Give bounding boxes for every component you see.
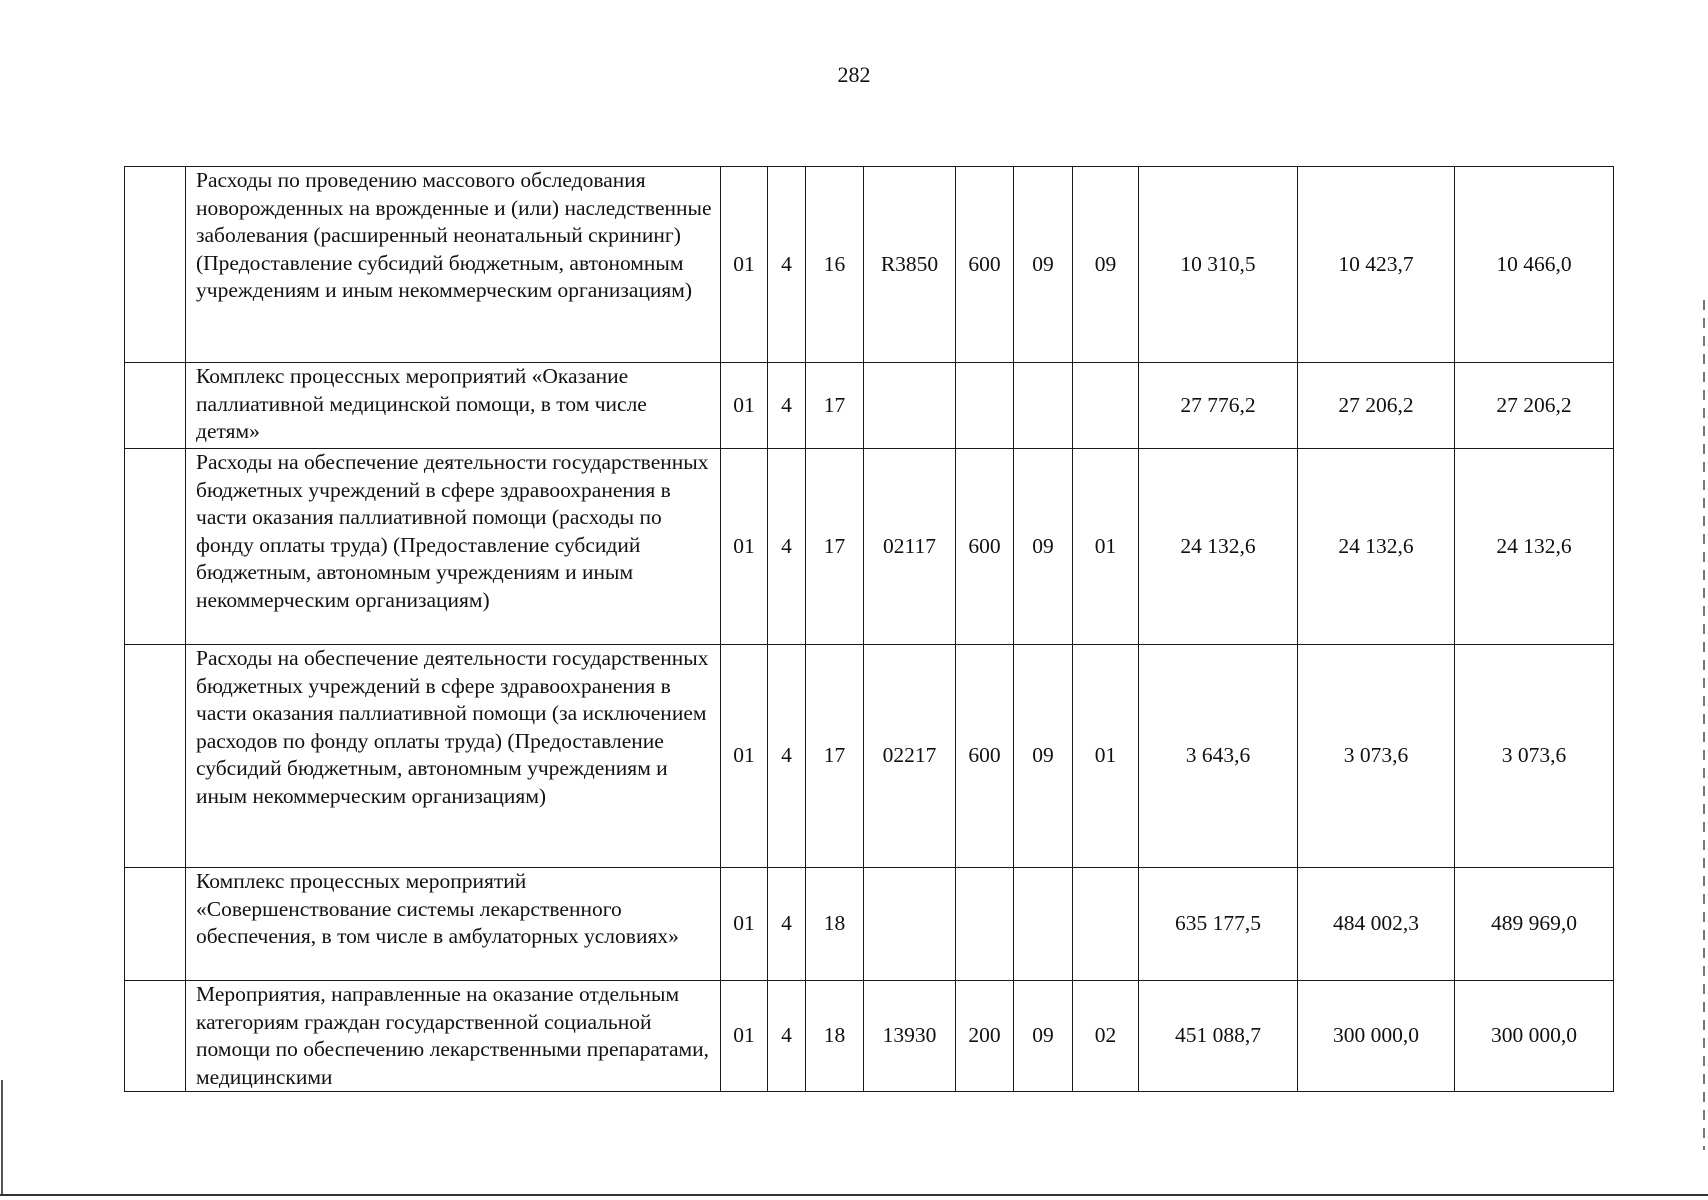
code-cell: 17 — [806, 645, 864, 868]
table-row — [125, 868, 1614, 981]
code-cell: 09 — [1014, 167, 1073, 363]
code-cell: 200 — [956, 981, 1014, 1092]
amount-cell: 489 969,0 — [1455, 868, 1614, 981]
code-cell — [864, 363, 956, 449]
scan-edge-bottom — [0, 1194, 1708, 1196]
code-cell: 4 — [768, 645, 806, 868]
table-row — [125, 449, 1614, 645]
description-cell: Расходы на обеспечение деятельности государственных бюджетных учреждений в сфере здравоохранения в части оказания паллиативной помощи (расходы по фонду оплаты труда) (Предоставление субсидий бюджетным, автономным учреждениям и иным некоммерческим организациям) — [186, 449, 721, 645]
code-cell: 02 — [1073, 981, 1139, 1092]
code-cell: 01 — [1073, 449, 1139, 645]
code-cell: 02217 — [864, 645, 956, 868]
code-cell: 01 — [721, 449, 768, 645]
code-cell: 4 — [768, 868, 806, 981]
index-cell — [125, 981, 186, 1092]
code-cell: 600 — [956, 645, 1014, 868]
code-cell — [956, 868, 1014, 981]
code-cell: 02117 — [864, 449, 956, 645]
code-cell: 600 — [956, 449, 1014, 645]
amount-cell: 27 776,2 — [1139, 363, 1298, 449]
code-cell: 18 — [806, 868, 864, 981]
code-cell: 09 — [1014, 645, 1073, 868]
code-cell: 16 — [806, 167, 864, 363]
amount-cell: 24 132,6 — [1298, 449, 1455, 645]
page-number: 282 — [837, 62, 871, 87]
amount-cell: 300 000,0 — [1298, 981, 1455, 1092]
code-cell: 01 — [721, 868, 768, 981]
scan-edge-left — [1, 1080, 3, 1194]
code-cell — [864, 868, 956, 981]
amount-cell: 451 088,7 — [1139, 981, 1298, 1092]
code-cell: 4 — [768, 449, 806, 645]
code-cell: 17 — [806, 363, 864, 449]
amount-cell: 484 002,3 — [1298, 868, 1455, 981]
table-row — [125, 981, 1614, 1092]
amount-cell: 10 466,0 — [1455, 167, 1614, 363]
code-cell: 01 — [721, 363, 768, 449]
index-cell — [125, 167, 186, 363]
code-cell — [1014, 868, 1073, 981]
code-cell: 13930 — [864, 981, 956, 1092]
description-cell: Мероприятия, направленные на оказание отдельным категориям граждан государственной социальной помощи по обеспечению лекарственными препаратами, медицинскими — [186, 981, 721, 1092]
table-row — [125, 167, 1614, 363]
amount-cell: 24 132,6 — [1139, 449, 1298, 645]
amount-cell: 3 073,6 — [1298, 645, 1455, 868]
description-cell: Комплекс процессных мероприятий «Совершенствование системы лекарственного обеспечения, в том числе в амбулаторных условиях» — [186, 868, 721, 981]
amount-cell: 3 073,6 — [1455, 645, 1614, 868]
code-cell: 01 — [721, 645, 768, 868]
amount-cell: 27 206,2 — [1298, 363, 1455, 449]
code-cell — [1073, 363, 1139, 449]
description-cell: Расходы по проведению массового обследования новорожденных на врожденные и (или) наследственные заболевания (расширенный неонатальный скрининг) (Предоставление субсидий бюджетным, автономным учреждениям и иным некоммерческим организациям) — [186, 167, 721, 363]
amount-cell: 24 132,6 — [1455, 449, 1614, 645]
description-cell: Комплекс процессных мероприятий «Оказание паллиативной медицинской помощи, в том числе детям» — [186, 363, 721, 449]
amount-cell: 300 000,0 — [1455, 981, 1614, 1092]
amount-cell: 10 310,5 — [1139, 167, 1298, 363]
index-cell — [125, 363, 186, 449]
index-cell — [125, 868, 186, 981]
code-cell: 4 — [768, 363, 806, 449]
amount-cell: 635 177,5 — [1139, 868, 1298, 981]
code-cell — [1073, 868, 1139, 981]
description-cell: Расходы на обеспечение деятельности государственных бюджетных учреждений в сфере здравоохранения в части оказания паллиативной помощи (за исключением расходов по фонду оплаты труда) (Предоставление субсидий бюджетным, автономным учреждениям и иным некоммерческим организациям) — [186, 645, 721, 868]
code-cell: 01 — [721, 167, 768, 363]
code-cell: 600 — [956, 167, 1014, 363]
code-cell — [1014, 363, 1073, 449]
code-cell: 01 — [1073, 645, 1139, 868]
code-cell: 17 — [806, 449, 864, 645]
budget-table — [124, 166, 1614, 1092]
code-cell: 18 — [806, 981, 864, 1092]
code-cell — [956, 363, 1014, 449]
code-cell: 09 — [1073, 167, 1139, 363]
code-cell: 4 — [768, 981, 806, 1092]
amount-cell: 3 643,6 — [1139, 645, 1298, 868]
table-row — [125, 645, 1614, 868]
code-cell: 09 — [1014, 981, 1073, 1092]
code-cell: 4 — [768, 167, 806, 363]
index-cell — [125, 449, 186, 645]
amount-cell: 10 423,7 — [1298, 167, 1455, 363]
amount-cell: 27 206,2 — [1455, 363, 1614, 449]
scan-edge-right — [1703, 300, 1705, 1150]
code-cell: 09 — [1014, 449, 1073, 645]
index-cell — [125, 645, 186, 868]
code-cell: 01 — [721, 981, 768, 1092]
table-row — [125, 363, 1614, 449]
code-cell: R3850 — [864, 167, 956, 363]
